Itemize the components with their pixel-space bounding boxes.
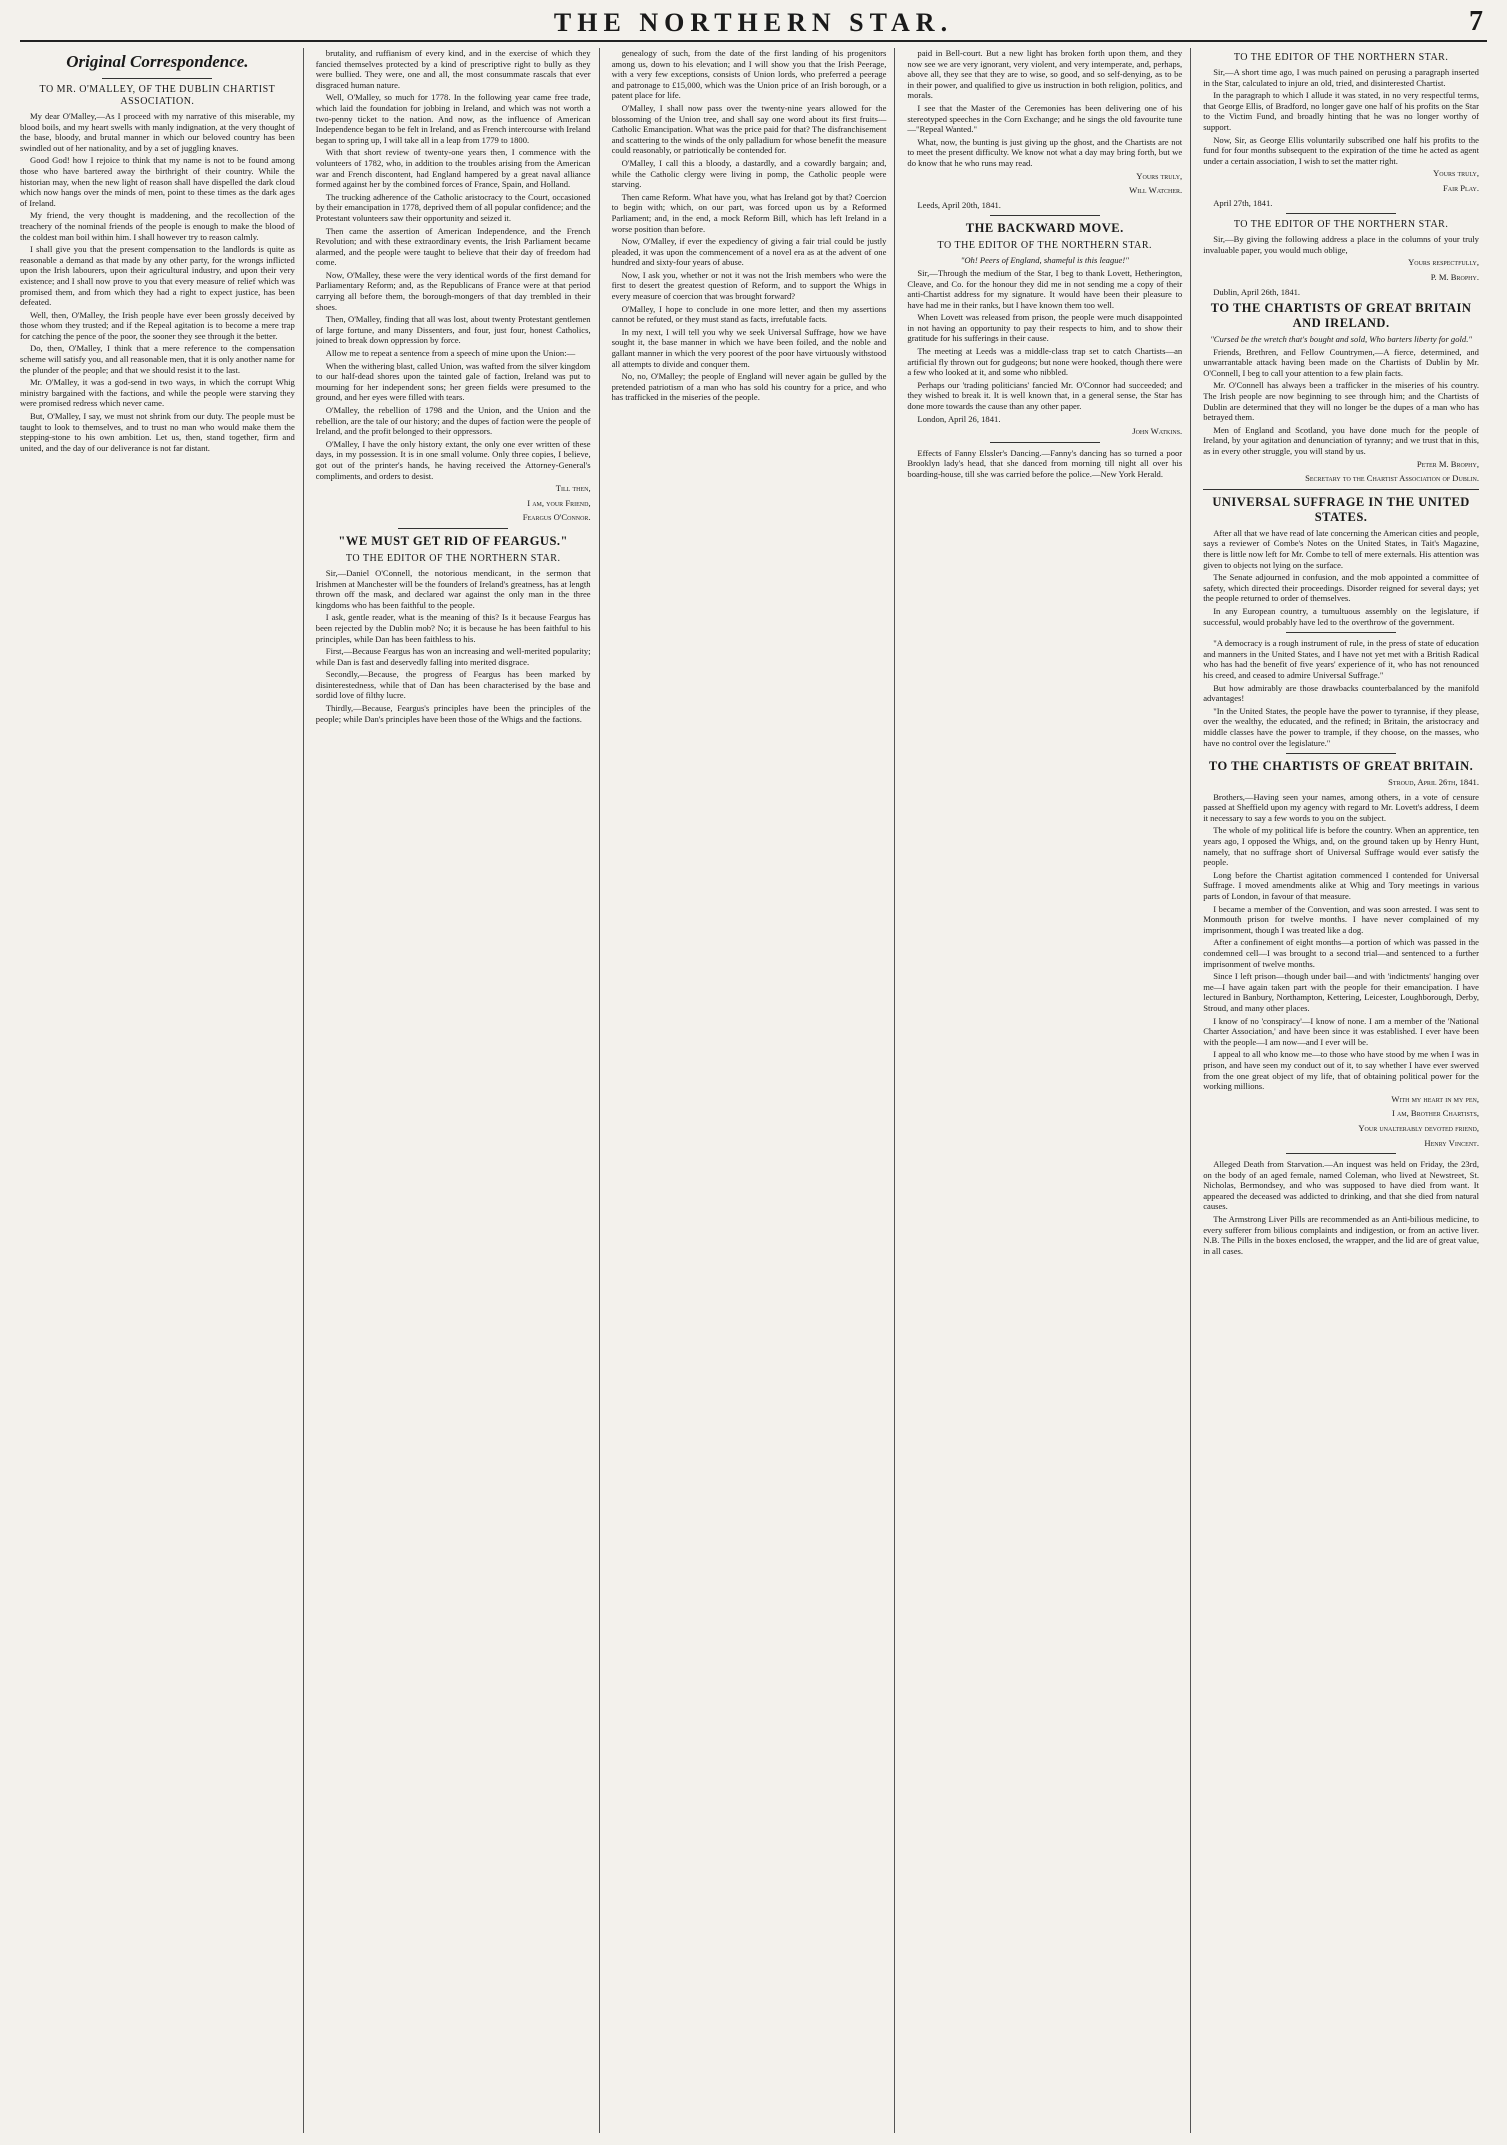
closing-line: With my heart in my pen, bbox=[1391, 1093, 1479, 1104]
epigraph: "Oh! Peers of England, shameful is this league!" bbox=[960, 255, 1129, 266]
divider bbox=[1286, 753, 1396, 754]
signature: Feargus O'Connor. bbox=[522, 512, 591, 523]
paragraph: After a confinement of eight months—a portion of which was passed in the condemned cell—I was brought to a second trial—and sentenced to a further imprisonment of twelve months. bbox=[1203, 937, 1479, 969]
closing-line: Yours truly, bbox=[1433, 168, 1479, 179]
paragraph: Then, O'Malley, finding that all was lost, about twenty Protestant gentlemen of large fortune, and many Dissenters, and four, just four, honest Catholics, joined to break down oppression by force. bbox=[315, 314, 591, 346]
column-4 bbox=[907, 48, 1191, 2133]
letter-subheading: TO THE EDITOR OF THE NORTHERN STAR. bbox=[1233, 219, 1449, 231]
divider bbox=[102, 78, 212, 79]
paragraph: Sir,—Through the medium of the Star, I beg to thank Lovett, Hetherington, Cleave, and Co. for the honour they did me in not sending me a copy of their anti-Chartist address for my signature. It would have been their pleasure to have had me in their ranks, but I have known them too well. bbox=[907, 267, 1183, 310]
divider bbox=[398, 528, 508, 529]
newspaper-title: THE NORTHERN STAR. bbox=[553, 8, 954, 37]
dateline: Leeds, April 20th, 1841. bbox=[917, 199, 1001, 210]
paragraph: Brothers,—Having seen your names, among others, in a vote of censure passed at Sheffield upon my agency with regard to Mr. Lovett's address, I deem it necessary to say a few words to you on the subject. bbox=[1203, 791, 1479, 823]
paragraph: Allow me to repeat a sentence from a speech of mine upon the Union:— bbox=[325, 348, 576, 359]
paragraph: Do, then, O'Malley, I think that a mere reference to the compensation scheme will satisfy you, and all reasonable men, that it is only another name for the plunder of the people; and that we should resist it to the last. bbox=[20, 343, 295, 375]
signature-title: Secretary to the Chartist Association of Dublin. bbox=[1305, 473, 1479, 484]
signature: Will Watcher. bbox=[1129, 185, 1183, 196]
paragraph: O'Malley, I hope to conclude in one more letter, and then my assertions cannot be refuted, or they must stand as facts, irrefutable facts. bbox=[611, 303, 887, 325]
paragraph: Good God! how I rejoice to think that my name is not to be found among those who have bartered away the birthright of their country. While the historian may, when the new light of reason shall have dispelled the dark cloud which now hangs over the minds of men, point to these times as the dark ages of Ireland. bbox=[20, 155, 295, 208]
paragraph: Men of England and Scotland, you have done much for the people of Ireland, by your agitation and denunciation of tyranny; and we trust that in this, as in every other struggle, you will stand by us. bbox=[1203, 424, 1479, 457]
paragraph: Alleged Death from Starvation.—An inquest was held on Friday, the 23rd, on the body of an aged female, named Coleman, who lived at Newstreet, St. Nicholas, Bermondsey, and who was supposed to have died from want. It appeared the deceased was addicted to drinking, and that she died from natural causes. bbox=[1203, 1159, 1479, 1212]
section-title: Original Correspondence. bbox=[66, 52, 249, 71]
paragraph: Effects of Fanny Elssler's Dancing.—Fanny's dancing has so turned a poor Brooklyn lady's head, that she danced from morning till night all over his boarding-house, till she was carried before the police.—New York Herald. bbox=[907, 447, 1183, 479]
paragraph: Well, O'Malley, so much for 1778. In the following year came free trade, which laid the foundation for jobbing in Ireland, and which was not worth a two-penny ticket to the nation. And now, as the influence of American Independence began to be felt in Ireland, and as French intercourse with Ireland began to spring up, I will take all in a leap from 1779 to 1800. bbox=[315, 92, 591, 145]
paragraph: Sir,—A short time ago, I was much pained on perusing a paragraph inserted in the Star, calculated to injure an old, tried, and disinterested Chartist. bbox=[1203, 67, 1479, 88]
paragraph: "A democracy is a rough instrument of rule, in the press of state of education and manners in the United States, and I have not yet met with a British Radical who has had the benefit of five years' experience of it, who has not renounced his creed, and ceased to admire Universal Suffrage." bbox=[1203, 638, 1479, 680]
divider bbox=[990, 442, 1100, 443]
paragraph: "In the United States, the people have the power to tyrannise, if they please, over the wealthy, the educated, and the refined; in Britain, the aristocracy and middle classes have the power to trample, if they choose, on the masses, who have no control over the legislature." bbox=[1203, 705, 1479, 748]
paragraph: I appeal to all who know me—to those who have stood by me when I was in prison, and have seen my conduct out of it, to say whether I have ever swerved from the one great object of my life, that of obtaining political power for the working millions. bbox=[1203, 1049, 1479, 1092]
paragraph: The Armstrong Liver Pills are recommended as an Anti-bilious medicine, to every sufferer from bilious complaints and indigestion, or from an active liver. N.B. The Pills in the boxes enclosed, the wrapper, and the lid are of great value, in all cases. bbox=[1203, 1214, 1479, 1256]
letter-subheading: TO THE EDITOR OF THE NORTHERN STAR. bbox=[1233, 52, 1449, 63]
paragraph: Perhaps our 'trading politicians' fancied Mr. O'Connor had succeeded; and they wished to break it. It is well known that, in a general sense, the Star has done more towards the cause than any other paper. bbox=[907, 379, 1183, 412]
divider bbox=[990, 215, 1100, 216]
letter-subheading: TO THE EDITOR OF THE NORTHERN STAR. bbox=[937, 240, 1153, 252]
paragraph: But, O'Malley, I say, we must not shrink from our duty. The people must be taught to look to themselves, and to trust no man who would make them the stepping-stone to his own ambition. Let us, then, stand together, firm and united, and the day of our deliverance is not far distant. bbox=[20, 411, 295, 453]
page-number: 7 bbox=[1469, 6, 1483, 37]
letter-heading: TO MR. O'MALLEY, OF THE DUBLIN CHARTIST ASSOCIATION. bbox=[39, 84, 276, 107]
signature: Henry Vincent. bbox=[1424, 1137, 1479, 1148]
paragraph: Well, then, O'Malley, the Irish people have ever been grossly deceived by those whom they trusted; and if the Repeal agitation is to become a mere trap for catching the pence of the poor, the sooner they see through it the better. bbox=[20, 309, 295, 341]
article-heading: TO THE CHARTISTS OF GREAT BRITAIN. bbox=[1208, 759, 1474, 774]
article-heading: UNIVERSAL SUFFRAGE IN THE UNITED STATES. bbox=[1212, 494, 1470, 524]
closing-line: Your unalterably devoted friend, bbox=[1358, 1122, 1479, 1133]
paragraph: What, now, the bunting is just giving up the ghost, and the Chartists are not to meet the present difficulty. We know not what a day may bring forth, but we do know that he who runs may read. bbox=[907, 136, 1183, 168]
dateline: Dublin, April 26th, 1841. bbox=[1213, 286, 1301, 297]
paragraph: Sir,—By giving the following address a place in the columns of your truly invaluable paper, you would much oblige, bbox=[1203, 234, 1479, 255]
paragraph: brutality, and ruffianism of every kind, and in the exercise of which they fancied themselves protected by a kind of prescriptive right to bully as they were bullied. They were, one and all, the most consummate rascals that ever disgraced human nature. bbox=[315, 48, 591, 90]
paragraph: Now, I ask you, whether or not it was not the Irish members who were the first to desert the greatest question of Reform, and to support the Whigs in every measure of coercion that was brought forward? bbox=[611, 269, 887, 302]
paragraph: When Lovett was released from prison, the people were much disappointed in not having an opportunity to pay their respects to him, and to show their gratitude for his sufferings in their cause. bbox=[907, 312, 1183, 344]
paragraph: Sir,—Daniel O'Connell, the notorious mendicant, in the sermon that Irishmen at Manchester will be the founders of Ireland's greatness, has at length thrown off the mask, and declared war against the only man in the three kingdoms who has been faithful to the people. bbox=[315, 567, 591, 610]
paragraph: The whole of my political life is before the country. When an apprentice, ten years ago, I opposed the Whigs, and, on the ground taken up by Henry Hunt, namely, that no suffrage short of Universal Suffrage would ever satisfy the people. bbox=[1203, 825, 1479, 868]
paragraph: O'Malley, I call this a bloody, a dastardly, and a cowardly bargain; and, while the Catholic clergy were living in pomp, the Catholic people were starving. bbox=[611, 157, 887, 190]
epigraph: "Cursed be the wretch that's bought and sold, Who barters liberty for gold." bbox=[1210, 334, 1472, 345]
paragraph: With that short review of twenty-one years then, I commence with the volunteers of 1782, who, in addition to the troubles arising from the American war and French discontent, had England hampered by a great naval alliance formed against her by the combined forces of France, Spain, and Holland. bbox=[315, 147, 591, 190]
letter-subheading: TO THE EDITOR OF THE NORTHERN STAR. bbox=[345, 552, 561, 564]
column-5 bbox=[1203, 48, 1487, 2133]
paragraph: I see that the Master of the Ceremonies has been delivering one of his stereotyped speeches in the Corn Exchange; and he sings the old favourite tune—"Repeal Wanted." bbox=[907, 102, 1183, 135]
closing-line: Till then, bbox=[555, 483, 591, 494]
paragraph: My dear O'Malley,—As I proceed with my narrative of this miserable, my blood boils, and my heart swells with manly indignation, at the very thought of the base, bloody, and brutal manner in which our beloved country has been swindled out of her nationality, and by a set of juggling knaves. bbox=[20, 111, 295, 153]
divider bbox=[1203, 489, 1479, 490]
paragraph: When the withering blast, called Union, was wafted from the silver kingdom to our half-dead shores upon the tainted gale of faction, Ireland was put to mourning for her independent sons; her green fields were presumed to the ground, and her eyes were filled with tears. bbox=[315, 360, 591, 403]
paragraph: I ask, gentle reader, what is the meaning of this? Is it because Feargus has been rejected by the Dublin mob? No; it is because he has been faithful to his principles, while Dan has been faithless to his. bbox=[315, 612, 591, 644]
paragraph: In the paragraph to which I allude it was stated, in no very respectful terms, that George Ellis, of Bradford, no longer gave one half of his profits on the Star to the Victim Fund, and broadly hinting that he was no longer worthy of support. bbox=[1203, 90, 1479, 132]
paragraph: Friends, Brethren, and Fellow Countrymen,—A fierce, determined, and unwarrantable attack having been made on the Chartists of Dublin by Mr. O'Connell, I beg to call your attention to a few plain facts. bbox=[1203, 346, 1479, 378]
paragraph: The meeting at Leeds was a middle-class trap set to catch Chartists—an artificial fly thrown out for gudgeons; but none were hooked, though there were a few who looked at it, and some who nibbled. bbox=[907, 346, 1183, 378]
closing-line: I am, Brother Chartists, bbox=[1391, 1108, 1479, 1119]
paragraph: Secondly,—Because, the progress of Feargus has been marked by disinterestedness, while that of Dan has been characterised by the base and sordid love of filthy lucre. bbox=[315, 669, 591, 701]
paragraph: Mr. O'Connell has always been a trafficker in the miseries of his country. The Irish people are now beginning to see through him; and the Chartists of Dublin are determined that they will no longer be the dupes of a man who has betrayed them. bbox=[1203, 380, 1479, 423]
paragraph: Long before the Chartist agitation commenced I contended for Universal Suffrage. I moved amendments alike at Whig and Tory meetings in various parts of London, in favour of that measure. bbox=[1203, 869, 1479, 902]
article-heading: TO THE CHARTISTS OF GREAT BRITAIN AND IRELAND. bbox=[1210, 301, 1472, 331]
paragraph: In any European country, a tumultuous assembly on the legislature, if successful, would probably have led to the overthrow of the government. bbox=[1203, 605, 1479, 627]
paragraph: Now, O'Malley, these were the very identical words of the first demand for Parliamentary Reform; and, as the Republicans of France were at that period carrying all before them, the borough-mongers of that day trembled in their shoes. bbox=[315, 269, 591, 312]
signature: P. M. Brophy. bbox=[1430, 271, 1479, 282]
paragraph: Then came the assertion of American Independence, and the French Revolution; and with these extraordinary events, the Irish Parliament became alarmed, and the people were taught to believe that their day of freedom had come. bbox=[315, 225, 591, 268]
column-3 bbox=[612, 48, 896, 2133]
dateline: April 27th, 1841. bbox=[1213, 197, 1273, 208]
paragraph: paid in Bell-court. But a new light has broken forth upon them, and they now see we are very ignorant, very violent, and very intemperate, and, perhaps, above all, they see that they are to wise, so good, and so self-denying, as to be in their power, and qualified to give us instruction in both religion, politics, and morals. bbox=[907, 48, 1183, 101]
article-heading: "WE MUST GET RID OF FEARGUS." bbox=[338, 533, 568, 548]
paragraph: Since I left prison—though under bail—and with 'indictments' hanging over me—I have again taken part with the people for their emancipation. I have lectured in Banbury, Northampton, Kettering, Leicester, Loughborough, Derby, Stroud, and many other places. bbox=[1203, 971, 1479, 1013]
paragraph: genealogy of such, from the date of the first landing of his progenitors among us, down to his elevation; and I will show you that the Irish Peerage, with a very few exceptions, consists of Union lords, who preferred a peerage and patronage to £15,000, which was the Union price of an Irish borough, or a patent place for life. bbox=[611, 48, 887, 101]
paragraph: Mr. O'Malley, it was a god-send in two ways, in which the corrupt Whig ministry bargained with the factions, and while the people were starving they were promised redress which never came. bbox=[20, 377, 295, 409]
paragraph: O'Malley, I shall now pass over the twenty-nine years allowed for the blossoming of the Union tree, and shall say one word about its first fruits—Catholic Emancipation. What was the price paid for that? The disfranchisement and scattering to the winds of the only palladium for whose benefit the measure could reasonably, or patriotically be contended for. bbox=[611, 102, 887, 156]
page-columns bbox=[20, 48, 1487, 2133]
paragraph: Then came Reform. What have you, what has Ireland got by that? Coercion to begin with; which, on our part, was forced upon us by a Reformed Parliament; and, in the end, a mock Reform Bill, which has left Ireland in a worse position than before. bbox=[611, 191, 887, 234]
masthead bbox=[20, 6, 1487, 42]
closing-line: Yours truly, bbox=[1136, 170, 1183, 181]
divider bbox=[1286, 632, 1396, 633]
divider bbox=[1286, 213, 1396, 214]
paragraph: First,—Because Feargus has won an increasing and well-merited popularity; while Dan is fast and deservedly falling into merited disgrace. bbox=[315, 646, 591, 667]
column-2 bbox=[316, 48, 600, 2133]
paragraph: No, no, O'Malley; the people of England will never again be gulled by the pretended patriotism of a man who has sold his country for a price, and who has trafficked in the miseries of the people. bbox=[611, 371, 887, 403]
signature: Fair Play. bbox=[1443, 182, 1479, 193]
paragraph: I became a member of the Convention, and was soon arrested. I was sent to Monmouth prison for twelve months. I have never complained of my imprisonment, though I was treated like a dog. bbox=[1203, 903, 1479, 935]
article-heading: THE BACKWARD MOVE. bbox=[965, 221, 1124, 236]
paragraph: The trucking adherence of the Catholic aristocracy to the Court, occasioned by their emancipation in 1778, deprived them of all popular confidence; and the Protestant volunteers saw their opportunity and seized it. bbox=[315, 191, 591, 223]
paragraph: Now, Sir, as George Ellis voluntarily subscribed one half his profits to the fund for four months subsequent to the expiration of the time he acted as agent under a certain association, I wish to set the matter right. bbox=[1203, 134, 1479, 166]
signature: John Watkins. bbox=[1132, 426, 1183, 437]
paragraph: But how admirably are those drawbacks counterbalanced by the manifold advantages! bbox=[1203, 682, 1479, 704]
column-1 bbox=[20, 48, 304, 2133]
paragraph: Thirdly,—Because, Feargus's principles have been the principles of the people; while Dan's principles have been those of the Whigs and the factions. bbox=[315, 703, 591, 724]
closing-line: Yours respectfully, bbox=[1408, 257, 1479, 268]
paragraph: The Senate adjourned in confusion, and the mob appointed a committee of safety, which directed their proceedings. Disorder reigned for several days; yet the people returned to order of themselves. bbox=[1203, 572, 1479, 604]
paragraph: In my next, I will tell you why we seek Universal Suffrage, how we have sought it, the base manner in which we have been foiled, and the noble and gallant manner in which the very poorest of the poor have virtuously withstood all attempts to divide and conquer them. bbox=[611, 326, 887, 369]
dateline: Stroud, April 26th, 1841. bbox=[1388, 777, 1479, 788]
closing-line: I am, your Friend, bbox=[527, 497, 591, 508]
paragraph: My friend, the very thought is maddening, and the recollection of the treachery of the nominal friends of the people is enough to make the blood of the coldest man boil within him. I shall however try to reason calmly. bbox=[20, 210, 295, 242]
paragraph: O'Malley, the rebellion of 1798 and the Union, and the Union and the rebellion, are the tale of our history; and the dupes of faction were the people of Ireland, and the profit belonged to their oppressors. bbox=[315, 405, 591, 437]
paragraph: Now, O'Malley, if ever the expediency of giving a fair trial could be justly pleaded, it was upon the commencement of a novel era as at the advent of one hundred and sixty-four years of abuse. bbox=[611, 236, 887, 268]
paragraph: After all that we have read of late concerning the American cities and people, says a reviewer of Combe's Notes on the United States, in Tait's Magazine, there is little now left for Mr. Combe to tell of mere externals. His attention was given to objects not lying on the surface. bbox=[1203, 527, 1479, 570]
paragraph: O'Malley, I have the only history extant, the only one ever written of these days, in my possession. It is in one small volume. Only three copies, I believe, got out of the printer's hands, he having received the Attorney-General's compliments, and orders to desist. bbox=[315, 438, 591, 481]
paragraph: I know of no 'conspiracy'—I know of none. I am a member of the 'National Charter Association,' and have been since it was established. I ever have been with the people—I am now—and I ever will be. bbox=[1203, 1015, 1479, 1047]
dateline: London, April 26, 1841. bbox=[917, 413, 1001, 424]
signature: Peter M. Brophy, bbox=[1416, 458, 1479, 469]
paragraph: I shall give you that the present compensation to the landlords is quite as reasonable a demand as that made by any other party, for the wrongs inflicted upon the Irish labourers, upon their agricultural industry, and upon their very existence; and I shall now prove to you that every measure of relief which was promised them, and from which they had a right to expect justice, has been defeated. bbox=[20, 244, 295, 308]
divider bbox=[1286, 1153, 1396, 1154]
